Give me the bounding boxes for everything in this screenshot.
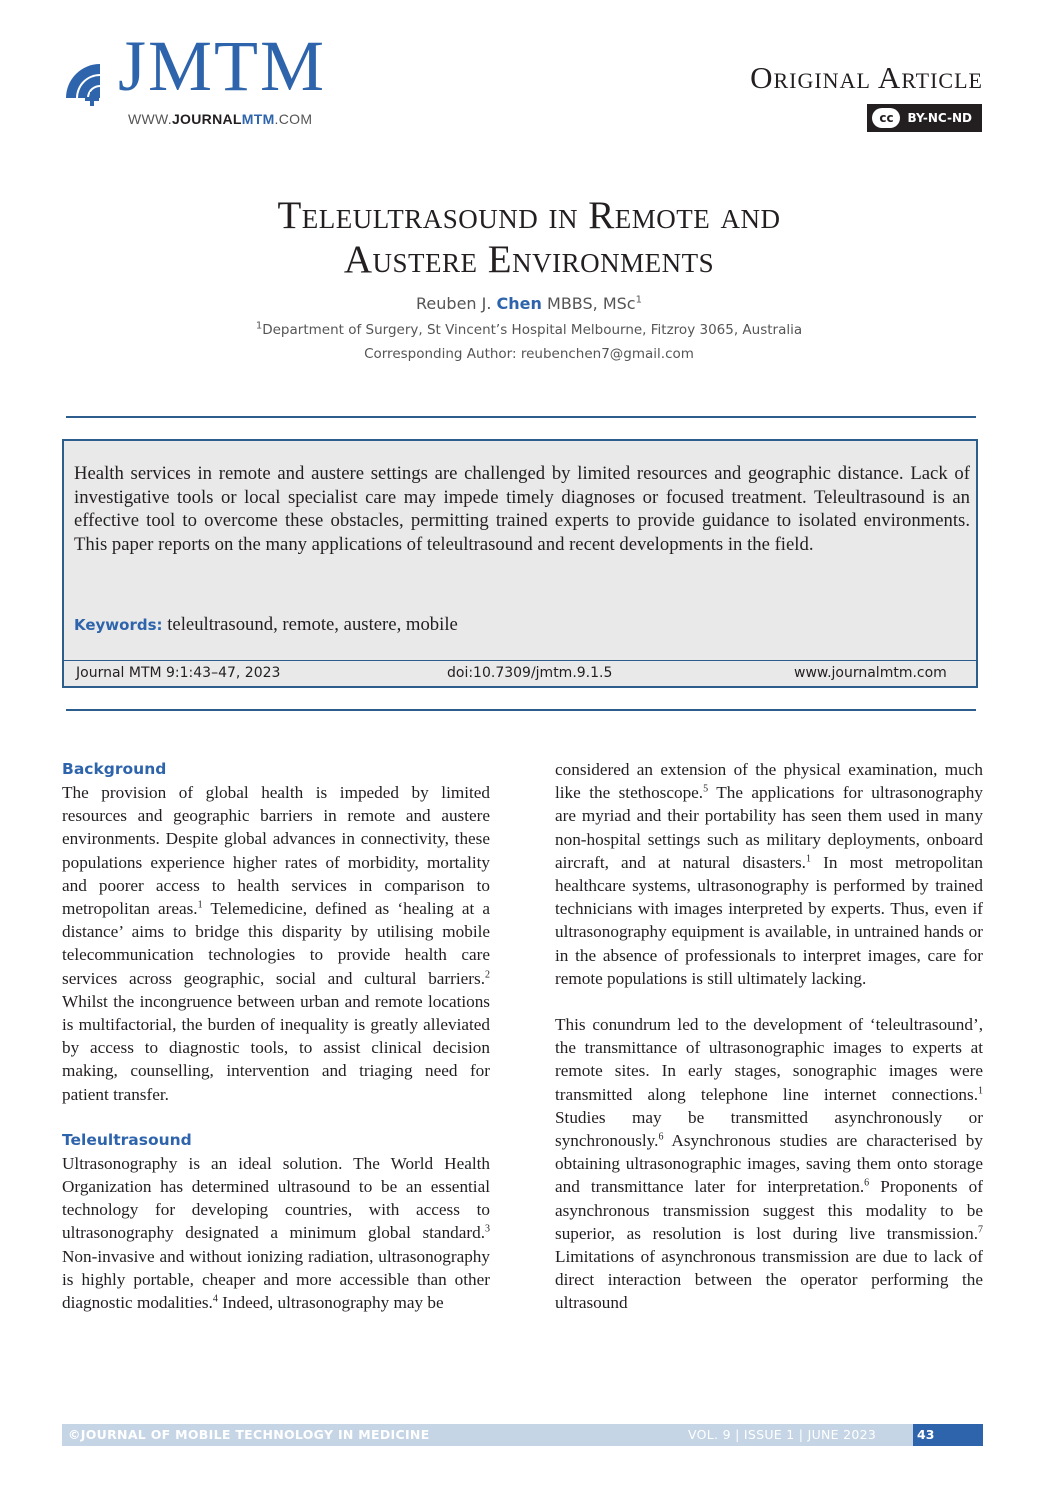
- section-heading-background: Background: [62, 760, 167, 778]
- footer-journal-name: ©JOURNAL OF MOBILE TECHNOLOGY IN MEDICINE: [68, 1427, 430, 1442]
- citation-ref[interactable]: 1: [978, 1084, 983, 1096]
- article-title: [0, 194, 1058, 282]
- logo-url-bold: JOURNAL: [171, 111, 242, 127]
- tele-text-3: Indeed, ultrasonography may be: [217, 1293, 444, 1313]
- logo-url-prefix: WWW.: [128, 111, 172, 127]
- teleultrasound-paragraph: [62, 1152, 490, 1314]
- author-affiliation: [0, 322, 1058, 338]
- citation-ref[interactable]: 5: [703, 783, 709, 795]
- right-text-2a: This conundrum led to the development of ‘teleultrasound’, the transmittance of ultrasonographic images to experts at remote sites. In early stages, sonographic images were transmitted along telephone line internet connections.: [555, 1015, 983, 1104]
- author-line: [0, 294, 1058, 313]
- title-line-2: Austere Environments: [343, 238, 715, 281]
- license-label: BY-NC-ND: [907, 111, 972, 125]
- author-given-name: Reuben J.: [416, 294, 492, 313]
- keywords-value: teleultrasound, remote, austere, mobile: [167, 614, 458, 635]
- divider-top: [66, 416, 976, 418]
- logo-url-suffix: .COM: [274, 111, 313, 127]
- citation-ref[interactable]: 1: [197, 899, 203, 911]
- citation-ref[interactable]: 6: [658, 1131, 664, 1143]
- citation-doi[interactable]: doi:10.7309/jmtm.9.1.5: [447, 665, 613, 681]
- author-surname: Chen: [496, 294, 542, 313]
- affiliation-text: Department of Surgery, St Vincent’s Hospital Melbourne, Fitzroy 3065, Australia: [262, 322, 803, 338]
- abstract-text: Health services in remote and austere settings are challenged by limited resources and geographic distance. Lack of investigative tools or local specialist care may impede timely diagnoses or focused treatment. Teleultrasound is an effective tool to overcome these obstacles, permitting trained experts to provide guidance to isolated environments. This paper reports on the many applications of teleultrasound and recent developments in the field.: [74, 463, 970, 555]
- tele-text-1: Ultrasonography is an ideal solution. The World Health Organization has determined ultrasound to be an essential technology for developing countries, with access to ultrasonography designated a minimum global standard.: [62, 1153, 490, 1243]
- paragraph-gap: [62, 1106, 490, 1129]
- author-affil-mark: 1: [635, 294, 642, 306]
- citation-url[interactable]: www.journalmtm.com: [794, 665, 947, 681]
- page-number: 43: [917, 1427, 935, 1442]
- license-badge[interactable]: [867, 104, 982, 132]
- section-heading-teleultrasound: Teleultrasound: [62, 1130, 192, 1149]
- right-paragraph-1: [555, 758, 983, 990]
- body-column-left: [62, 758, 490, 1314]
- citation-ref[interactable]: 4: [212, 1293, 218, 1305]
- footer-issue-info: VOL. 9 | ISSUE 1 | JUNE 2023: [688, 1427, 877, 1442]
- citation-journal: Journal MTM 9:1:43–47, 2023: [76, 665, 281, 681]
- divider-bottom: [66, 709, 976, 711]
- title-line-1: Teleultrasound in Remote and: [277, 194, 781, 237]
- citation-ref[interactable]: 7: [978, 1224, 983, 1236]
- journal-logo-wordmark: JMTM: [118, 26, 327, 106]
- journal-logo-url[interactable]: [128, 111, 312, 127]
- tele-text-2: Non-invasive and without ionizing radiation, ultrasonography is highly portable, cheaper and more accessible than other diagnostic modalities.: [62, 1246, 490, 1313]
- keywords-line: [74, 614, 458, 636]
- right-text-2b: Studies may be transmitted asynchronously or synchronously.: [555, 1107, 983, 1151]
- author-degrees: MBBS, MSc: [547, 294, 636, 313]
- background-paragraph: [62, 781, 490, 1106]
- right-text-2c: Asynchronous studies are characterised by obtaining ultrasonographic images, saving them onto storage and transmittance later for interpretation.: [555, 1131, 983, 1197]
- right-text-1b: The applications for ultrasonography are myriad and their portability has seen them used in many non-hospital settings such as military deployments, onboard aircraft, and at natural disasters.: [555, 783, 983, 872]
- right-text-1c: In most metropolitan healthcare systems, ultrasonography is performed by trained technicians with images interpreted by experts. Thus, even if ultrasonography equipment is available, in untrained hands or in the absence of professionals to interpret images, care for remote populations is still ultimately lacking.: [555, 852, 983, 988]
- body-column-right: [555, 758, 983, 1315]
- citation-ref[interactable]: 3: [485, 1223, 490, 1235]
- corresponding-author: Corresponding Author: reubenchen7@gmail.com: [364, 346, 694, 362]
- right-paragraph-2: [555, 1013, 983, 1315]
- bg-text-3: Whilst the incongruence between urban and remote locations is multifactorial, the burden of inequality is greatly alleviated by access to diagnostic tools, to assist clinical decision making, counselling, intervention and triaging need for patient transfer.: [62, 991, 490, 1104]
- creative-commons-icon: cc: [872, 108, 900, 128]
- keywords-label: Keywords:: [74, 616, 163, 634]
- right-text-2d: Proponents of asynchronous transmission suggest this modality to be superior, as resolution is lost during live transmission.: [555, 1177, 983, 1243]
- paragraph-gap: [555, 990, 983, 1013]
- right-text-2e: Limitations of asynchronous transmission are due to lack of direct interaction between the operator performing the ultrasound: [555, 1247, 983, 1313]
- bg-text-2: Telemedicine, defined as ‘healing at a distance’ aims to bridge this disparity by utilising mobile telecommunication technologies to provide health care services across geographic, social and cultural barriers.: [62, 899, 490, 988]
- page-number-box: [913, 1424, 983, 1446]
- citation-ref[interactable]: 1: [805, 853, 811, 865]
- article-type-label: Original Article: [750, 60, 983, 95]
- citation-ref[interactable]: 2: [485, 968, 490, 980]
- bg-text-1: The provision of global health is impeded by limited resources and geographic barriers in remote and austere environments. Despite global advances in connectivity, these populations experience higher rates of morbidity, mortality and poorer access to health services in comparison to metropolitan areas.: [62, 783, 490, 919]
- citation-ref[interactable]: 6: [864, 1177, 870, 1189]
- logo-url-blue: MTM: [241, 111, 275, 127]
- right-text-1a: considered an extension of the physical examination, much like the stethoscope.: [555, 760, 983, 803]
- affiliation-mark: 1: [255, 320, 263, 332]
